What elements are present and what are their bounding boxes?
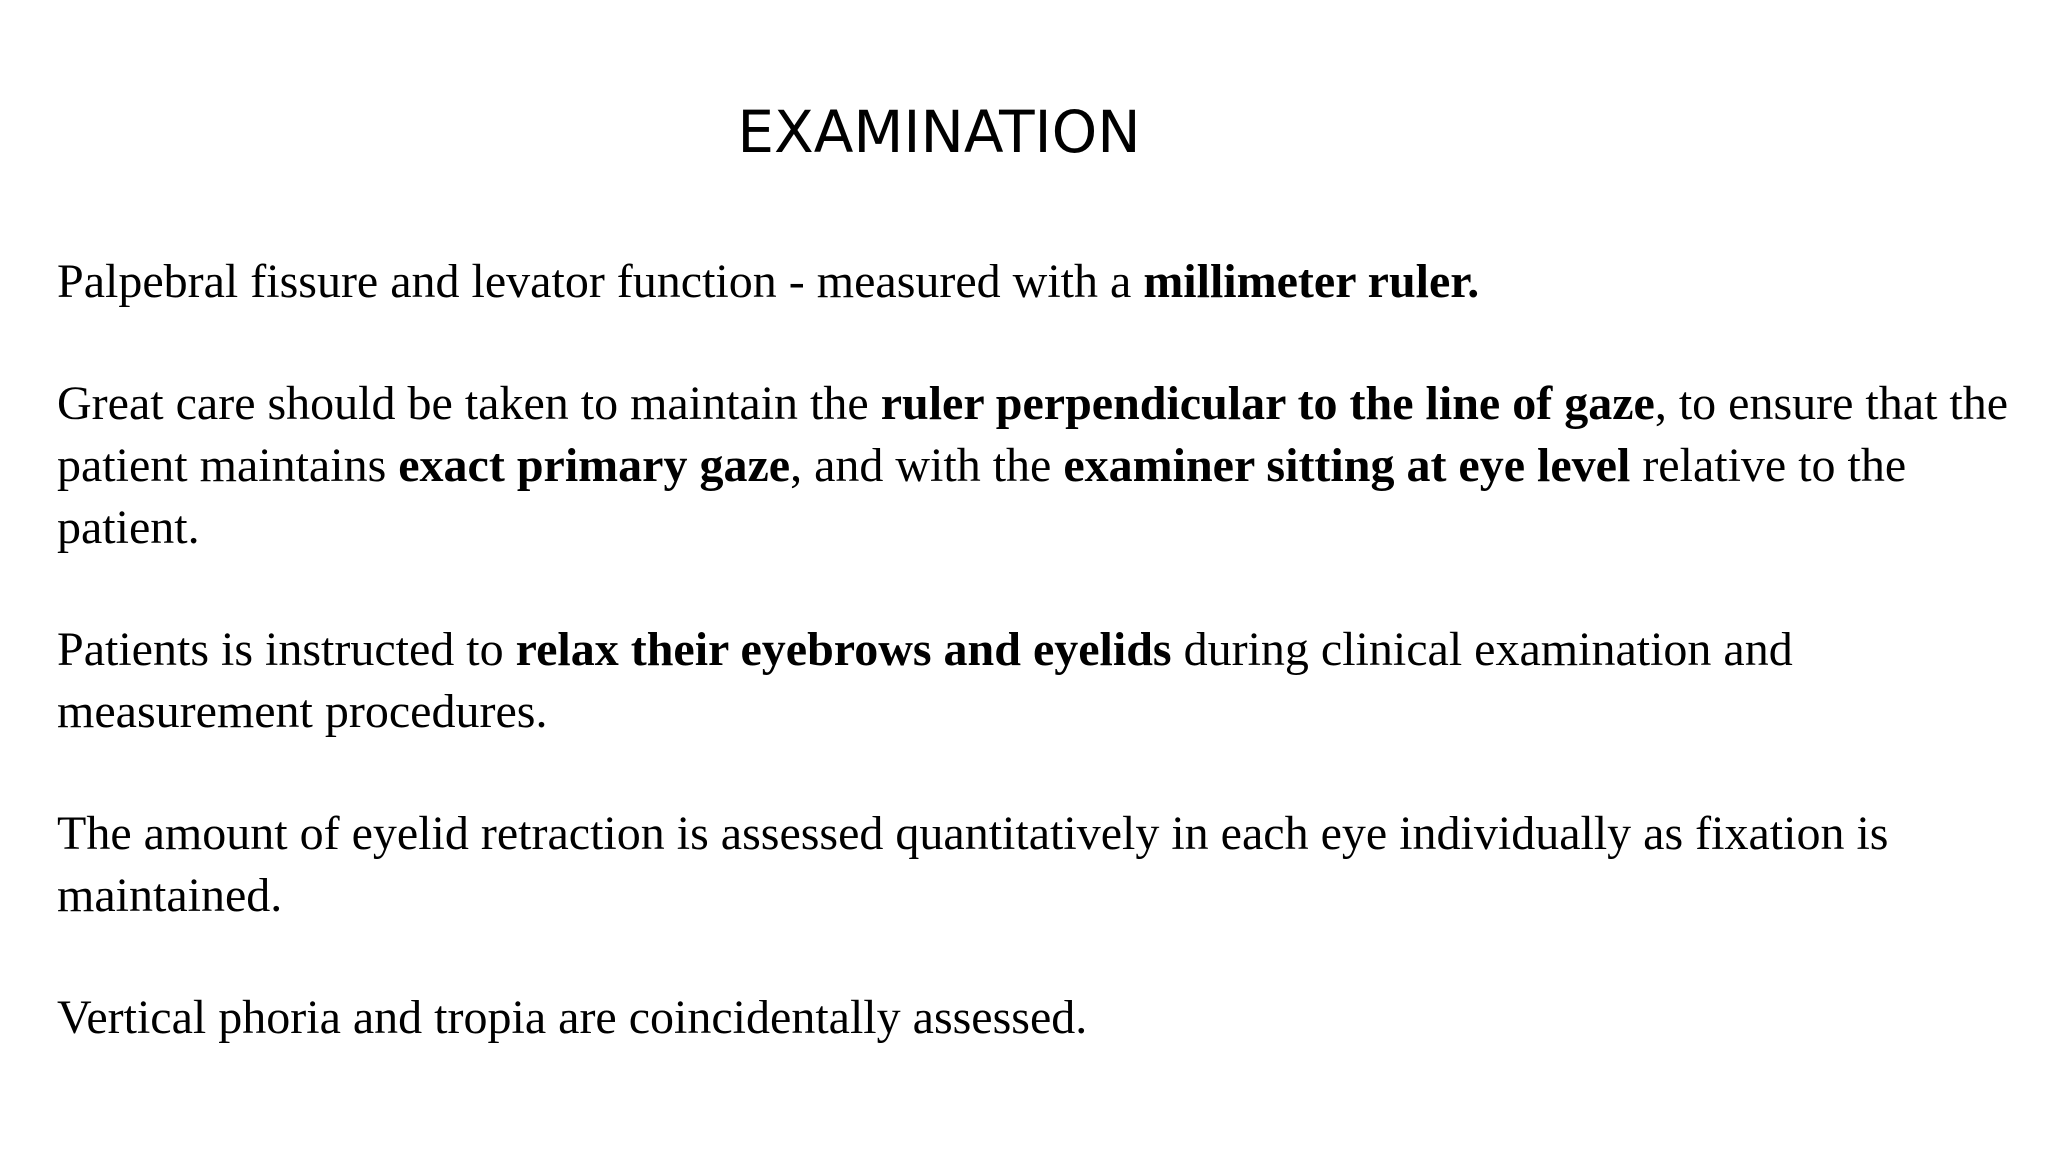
paragraph-eyelid-retraction [57, 803, 2017, 927]
text-segment: during clinical examination and measurement procedures. [57, 623, 1793, 738]
paragraph-measurement-care [57, 373, 2017, 559]
text-segment: Palpebral fissure and levator function - measured with a [57, 255, 1144, 308]
text-segment: , and with the [790, 439, 1064, 492]
bold-text-segment: millimeter ruler. [1143, 255, 1480, 308]
text-segment: Patients is instructed to [57, 623, 516, 676]
text-segment: , to ensure that the patient maintains [57, 377, 2009, 492]
paragraph-relax-instruction [57, 619, 2017, 743]
slide-title: EXAMINATION [737, 98, 1141, 166]
paragraph-phoria-tropia [57, 987, 2017, 1049]
bold-text-segment: exact primary gaze [398, 439, 791, 492]
paragraph-ruler-measurement [57, 251, 2017, 313]
bold-text-segment: ruler perpendicular to the line of gaze [880, 377, 1655, 430]
slide-body [57, 251, 2017, 1049]
bold-text-segment: relax their eyebrows and eyelids [515, 623, 1172, 676]
text-segment: relative to the patient. [57, 439, 1907, 554]
bold-text-segment: examiner sitting at eye level [1063, 439, 1631, 492]
text-segment: The amount of eyelid retraction is assessed quantitatively in each eye individually as fixation is maintained. [57, 807, 1889, 922]
text-segment: Great care should be taken to maintain the [57, 377, 881, 430]
text-segment: Vertical phoria and tropia are coincidentally assessed. [57, 991, 1088, 1044]
